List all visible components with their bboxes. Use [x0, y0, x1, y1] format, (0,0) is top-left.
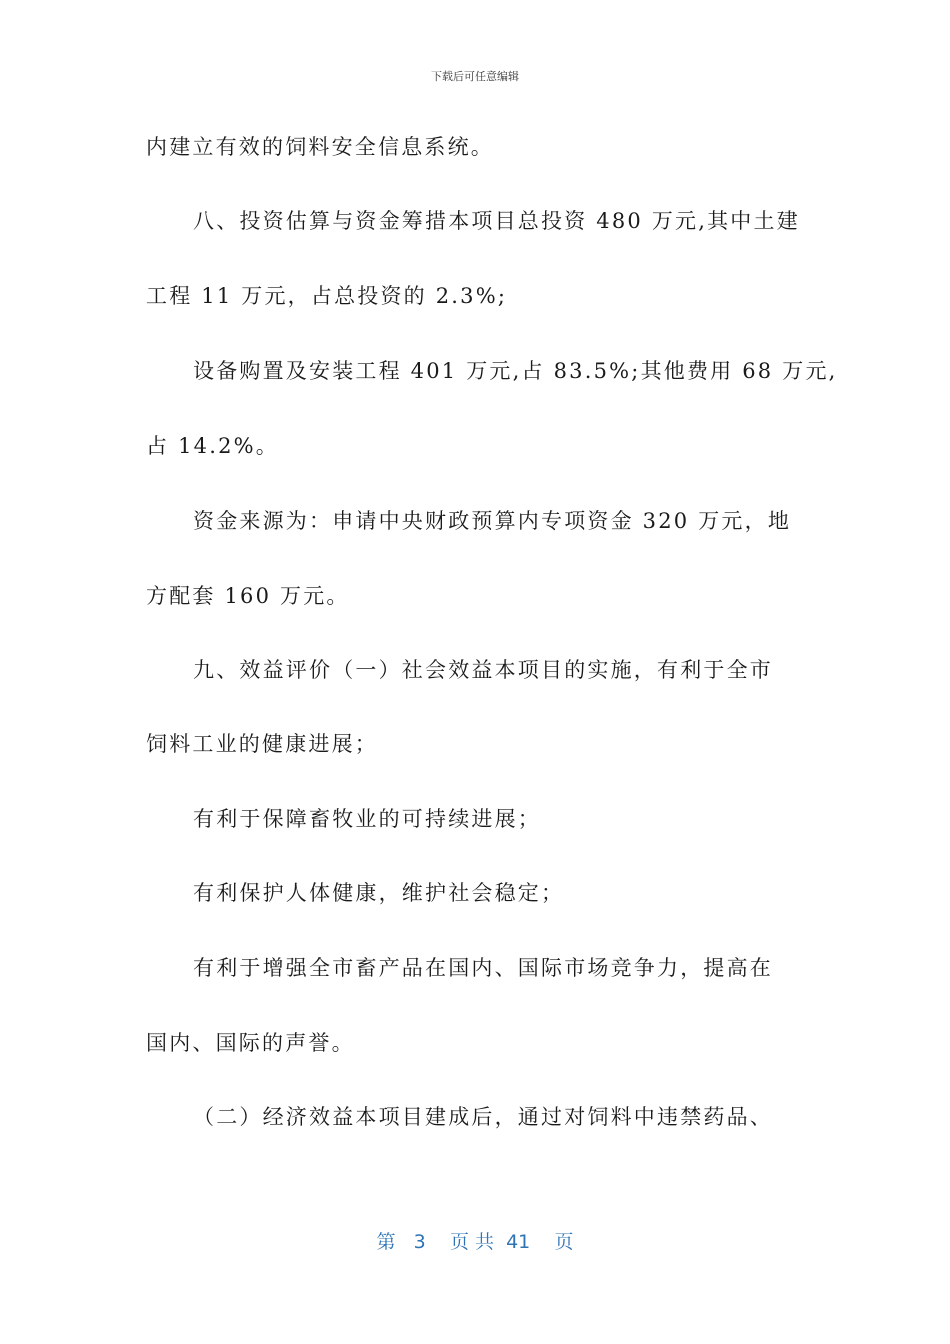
total-pages-number: 41: [506, 1231, 531, 1253]
paragraph-line: （二）经济效益本项目建成后，通过对饲料中违禁药品、: [193, 1105, 773, 1129]
page-suffix: 页: [554, 1231, 574, 1253]
paragraph-line: 九、效益评价（一）社会效益本项目的实施，有利于全市: [193, 658, 773, 682]
paragraph-line: 方配套 160 万元。: [146, 584, 350, 608]
paragraph-line: 资金来源为：申请中央财政预算内专项资金 320 万元，地: [193, 509, 792, 533]
paragraph-line: 饲料工业的健康进展；: [146, 732, 378, 756]
paragraph-line: 八、投资估算与资金筹措本项目总投资 480 万元,其中土建: [193, 209, 800, 233]
paragraph-line: 有利于保障畜牧业的可持续进展；: [193, 807, 541, 831]
current-page-number: 3: [413, 1231, 426, 1253]
page-header: 下载后可任意编辑: [431, 70, 519, 83]
paragraph-line: 有利保护人体健康，维护社会稳定；: [193, 881, 565, 905]
paragraph-line: 国内、国际的声誉。: [146, 1031, 355, 1055]
paragraph-line: 设备购置及安装工程 401 万元,占 83.5%;其他费用 68 万元,: [193, 359, 838, 383]
paragraph-line: 内建立有效的饲料安全信息系统。: [146, 135, 494, 159]
page-middle: 页 共: [449, 1231, 494, 1253]
paragraph-line: 占 14.2%。: [146, 434, 279, 458]
page-prefix: 第: [376, 1231, 396, 1253]
page-footer: [0, 1227, 950, 1254]
paragraph-line: 工程 11 万元，占总投资的 2.3%;: [146, 284, 508, 308]
paragraph-line: 有利于增强全市畜产品在国内、国际市场竞争力，提高在: [193, 956, 773, 980]
